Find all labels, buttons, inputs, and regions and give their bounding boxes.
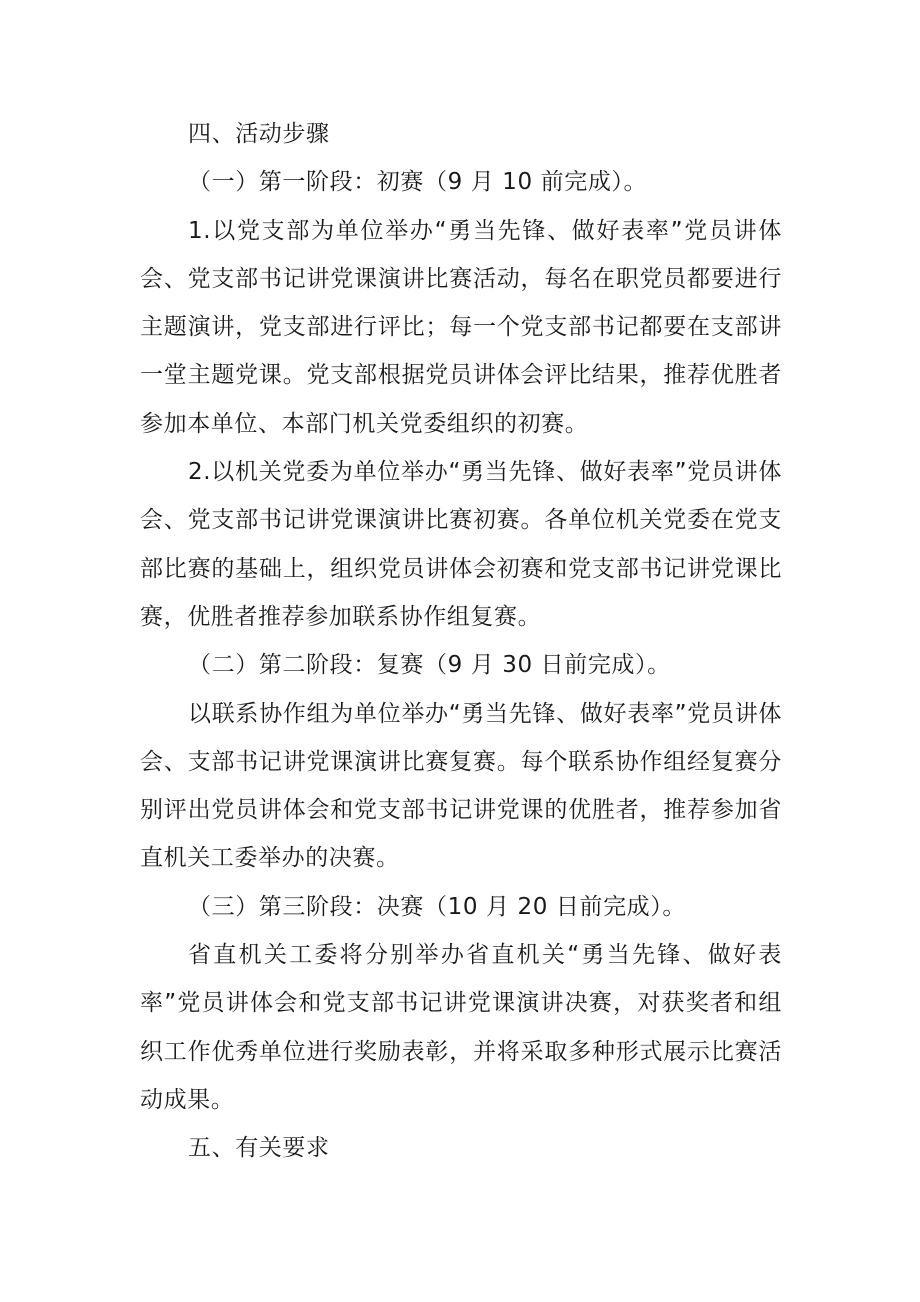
stage2-paragraph: 以联系协作组为单位举办“勇当先锋、做好表率”党员讲体会、支部书记讲党课演讲比赛复赛。每个联系协作组经复赛分别评出党员讲体会和党支部书记讲党课的优胜者，推荐参加省直机关工委举办的决赛。: [140, 700, 782, 872]
stage3-title: （三）第三阶段：决赛（10 月 20 日前完成）。: [188, 893, 686, 920]
stage2-title: （二）第二阶段：复赛（9 月 30 日前完成）。: [188, 652, 671, 679]
stage1-item2-paragraph: 2.以机关党委为单位举办“勇当先锋、做好表率”党员讲体会、党支部书记讲党课演讲比赛初赛。各单位机关党委在党支部比赛的基础上，组织党员讲体会初赛和党支部书记讲党课比赛，优胜者推荐参加联系协作组复赛。: [140, 459, 782, 630]
stage1-title: （一）第一阶段：初赛（9 月 10 前完成）。: [188, 169, 648, 196]
stage1-item1-paragraph: 1.以党支部为单位举办“勇当先锋、做好表率”党员讲体会、党支部书记讲党课演讲比赛活动，每名在职党员都要进行主题演讲，党支部进行评比；每一个党支部书记都要在支部讲一堂主题党课。党支部根据党员讲体会评比结果，推荐优胜者参加本单位、本部门机关党委组织的初赛。: [140, 217, 782, 437]
section-heading-steps: 四、活动步骤: [188, 121, 330, 147]
stage3-paragraph: 省直机关工委将分别举办省直机关“勇当先锋、做好表率”党员讲体会和党支部书记讲党课演讲决赛，对获奖者和组织工作优秀单位进行奖励表彰，并将采取多种形式展示比赛活动成果。: [140, 942, 782, 1113]
section-heading-requirements: 五、有关要求: [188, 1135, 330, 1162]
document-body: [140, 110, 782, 1173]
